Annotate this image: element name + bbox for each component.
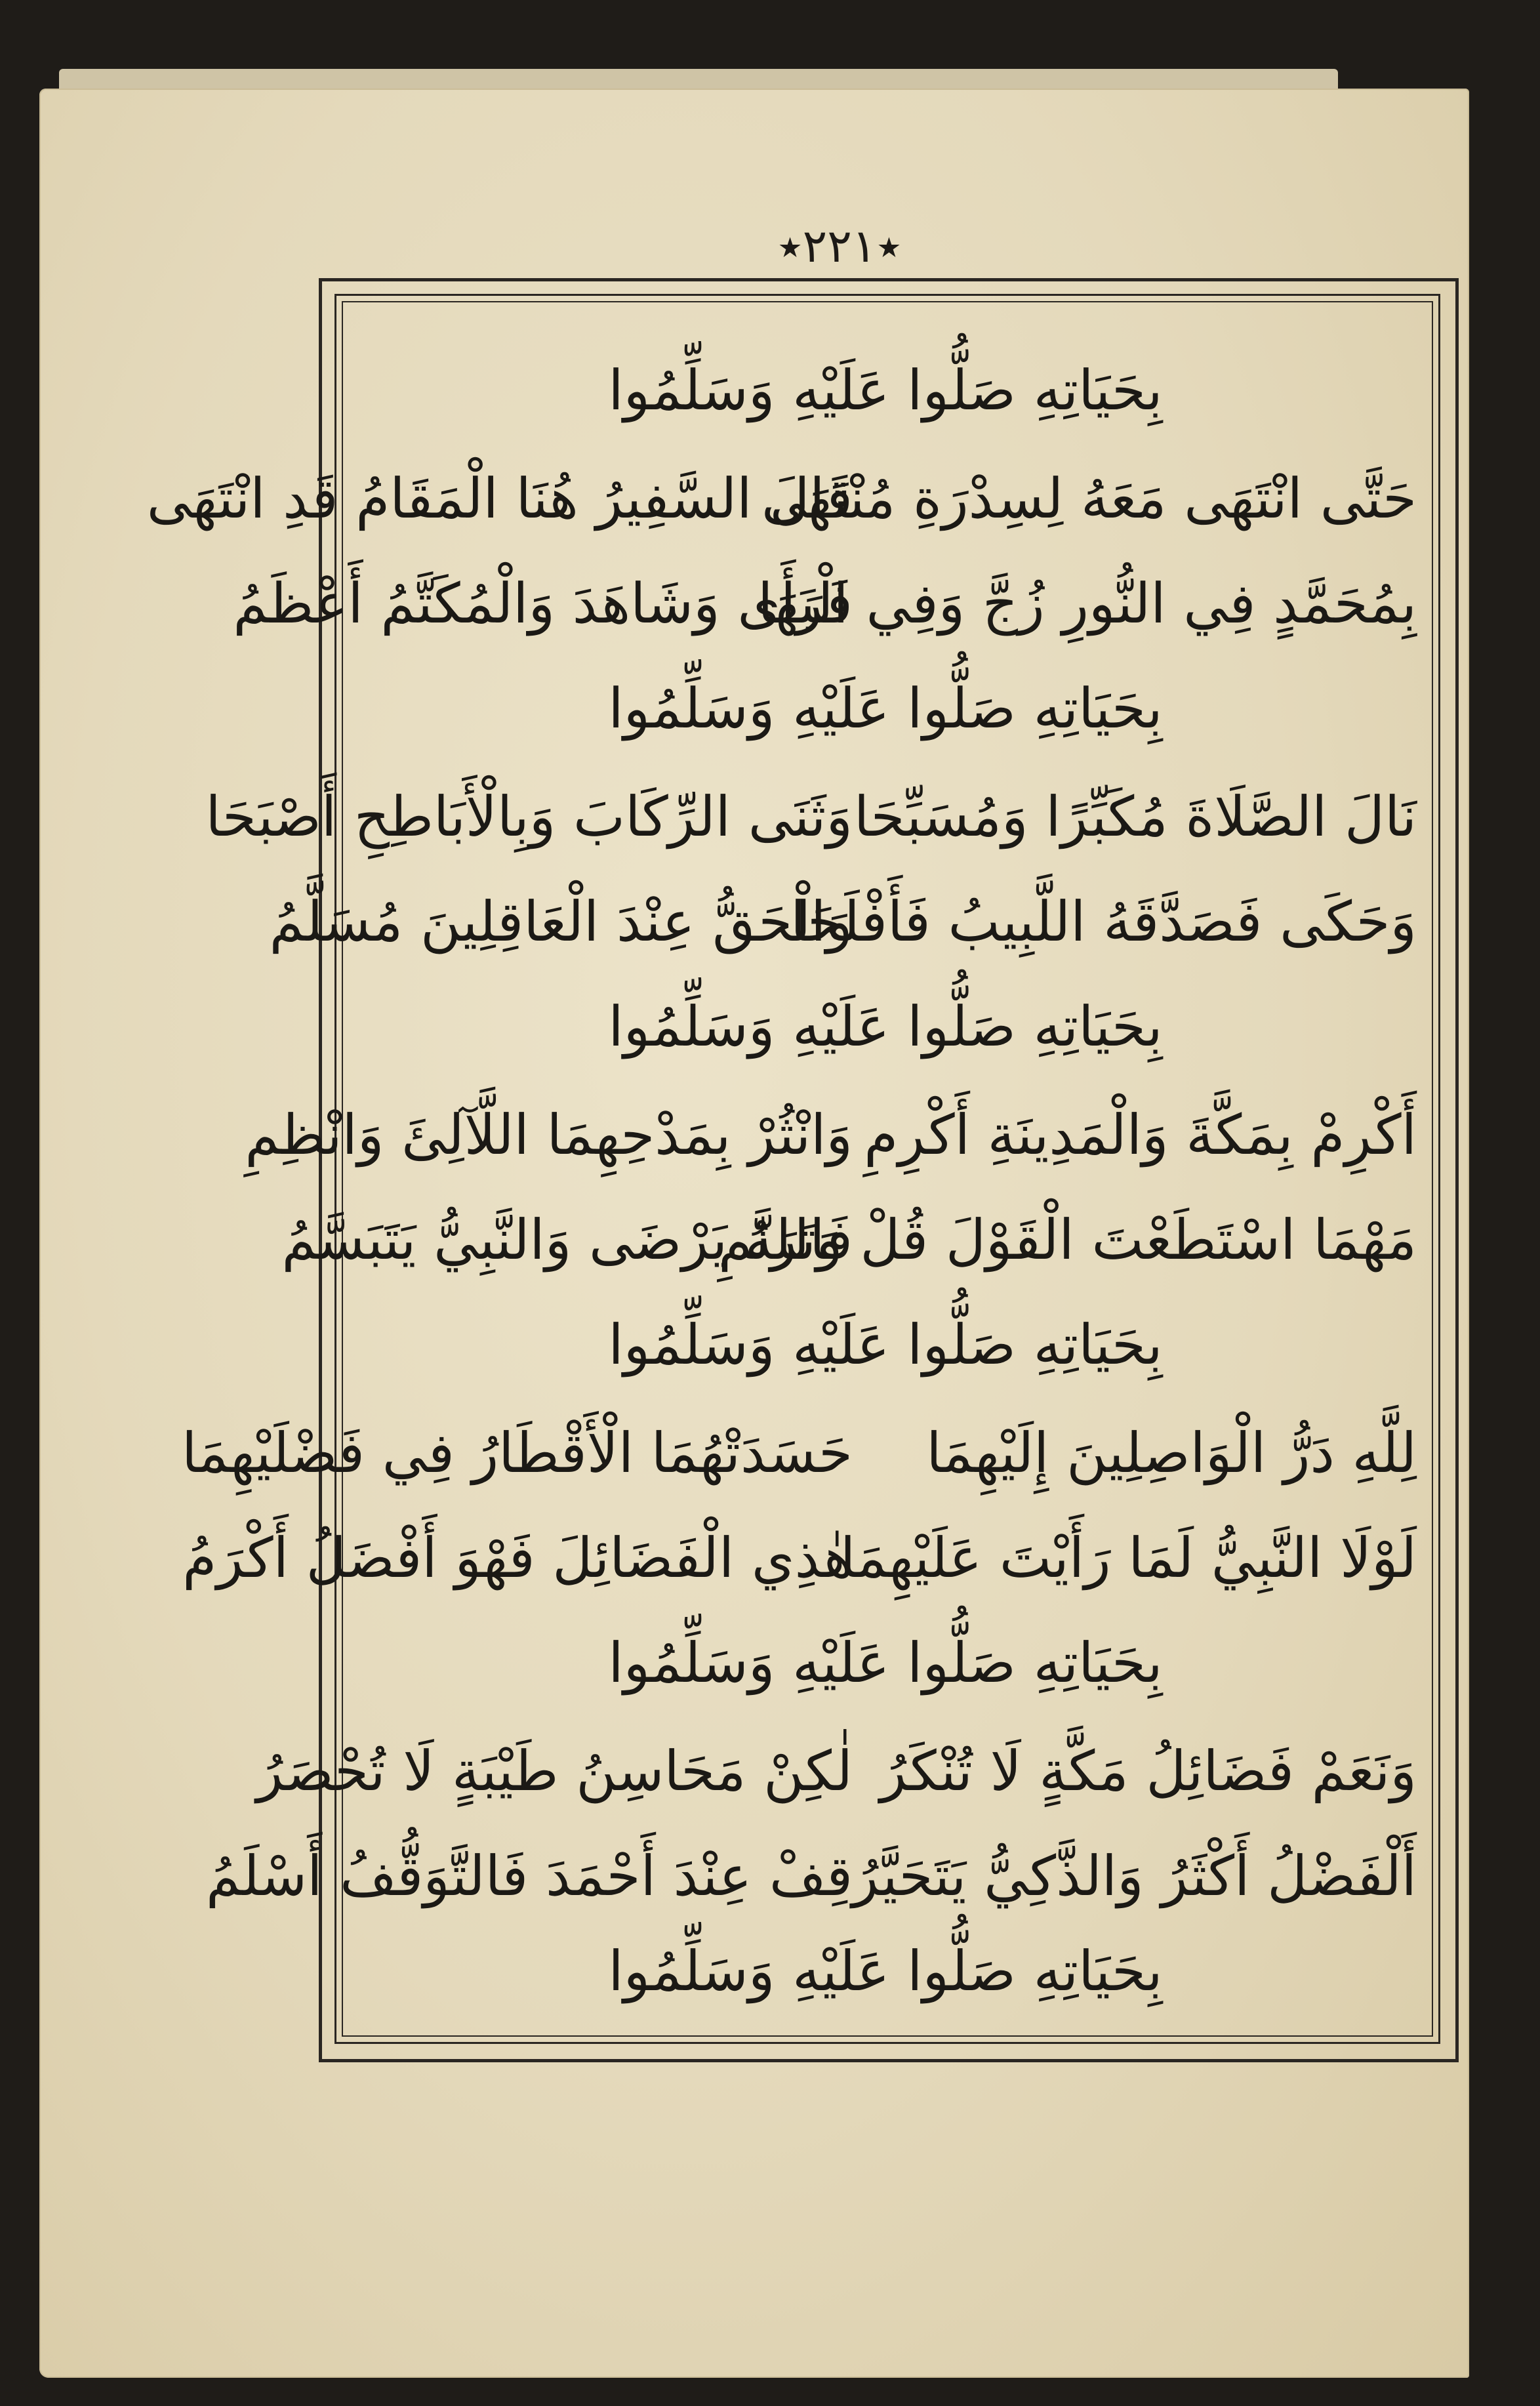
verse-first-hemistich: بِمُحَمَّدٍ فِي النُّورِ زُجَّ وَفِي الْبَهَا	[758, 571, 1417, 636]
verse-first-hemistich: حَتَّى انْتَهَى مَعَهُ لِسِدْرَةِ مُنْتَهَى	[761, 466, 1417, 531]
verse-first-hemistich: مَهْمَا اسْتَطَعْتَ الْقَوْلَ قُلْ وَتَرَنَّمِ	[718, 1208, 1417, 1272]
page-number: ٭٢٢١٭	[777, 219, 902, 273]
verse-first-hemistich: لَوْلَا النَّبِيُّ لَمَا رَأَيْتَ عَلَيْهِمَا	[840, 1526, 1417, 1590]
verse-second-hemistich: فَرَأَى وَشَاهَدَ وَالْمُكَتَّمُ أَعْظَمُ	[233, 571, 853, 636]
refrain-line: بِحَيَاتِهِ صَلُّوا عَلَيْهِ وَسَلِّمُوا	[608, 1631, 1163, 1695]
verse-second-hemistich: قِفْ عِنْدَ أَحْمَدَ فَالتَّوَقُّفُ أَسْلَمُ	[205, 1844, 853, 1908]
verse-second-hemistich: وَانْثُرْ بِمَدْحِهِمَا اللَّآلِئَ وَانْظِمِ	[245, 1103, 853, 1167]
poem-body	[146, 328, 1417, 2027]
verse-line	[146, 446, 1417, 551]
verse-first-hemistich: لِلَّهِ دَرُّ الْوَاصِلِينَ إِلَيْهِمَا	[926, 1421, 1417, 1485]
refrain-line: بِحَيَاتِهِ صَلُّوا عَلَيْهِ وَسَلِّمُوا	[608, 358, 1163, 422]
verse-second-hemistich: حَسَدَتْهُمَا الْأَقْطَارُ فِي فَضْلَيْهِمَا	[182, 1421, 853, 1485]
verse-first-hemistich: نَالَ الصَّلَاةَ مُكَبِّرًا وَمُسَبِّحَا	[853, 785, 1417, 849]
verse-second-hemistich: فَاللهُ يَرْضَى وَالنَّبِيُّ يَتَبَسَّمُ	[281, 1208, 853, 1272]
verse-line	[245, 1082, 1417, 1187]
verse-line	[182, 1505, 1417, 1610]
refrain-line: بِحَيَاتِهِ صَلُّوا عَلَيْهِ وَسَلِّمُوا	[608, 994, 1163, 1059]
verse-line	[233, 551, 1417, 656]
refrain-line: بِحَيَاتِهِ صَلُّوا عَلَيْهِ وَسَلِّمُوا	[608, 676, 1163, 741]
verse-first-hemistich: أَلْفَضْلُ أَكْثَرُ وَالذَّكِيُّ يَتَحَيَّرُ	[851, 1844, 1417, 1908]
verse-line	[182, 1400, 1417, 1505]
verse-line	[205, 1824, 1417, 1928]
verse-line	[281, 1187, 1417, 1292]
refrain-line: بِحَيَاتِهِ صَلُّوا عَلَيْهِ وَسَلِّمُوا	[608, 1313, 1163, 1377]
verse-second-hemistich: وَالْحَقُّ عِنْدَ الْعَاقِلِينَ مُسَلَّمُ	[269, 889, 853, 954]
verse-second-hemistich: قَالَ السَّفِيرُ هُنَا الْمَقَامُ قَدِ انْتَهَى	[146, 466, 853, 531]
refrain-line: بِحَيَاتِهِ صَلُّوا عَلَيْهِ وَسَلِّمُوا	[608, 1939, 1163, 2003]
verse-line	[205, 764, 1417, 869]
verse-second-hemistich: وَثَنَى الرِّكَابَ وَبِالْأَبَاطِحِ أَصْبَحَا	[205, 785, 853, 849]
verse-line	[256, 1719, 1417, 1824]
verse-first-hemistich: وَنَعَمْ فَضَائِلُ مَكَّةٍ لَا تُنْكَرُ	[880, 1739, 1417, 1803]
verse-second-hemistich: هٰذِي الْفَضَائِلَ فَهْوَ أَفْضَلُ أَكْرَمُ	[182, 1526, 853, 1590]
verse-second-hemistich: لٰكِنْ مَحَاسِنُ طَيْبَةٍ لَا تُحْصَرُ	[256, 1739, 853, 1803]
verse-line	[269, 869, 1417, 974]
verse-first-hemistich: وَحَكَى فَصَدَّقَهُ اللَّبِيبُ فَأَفْلَحَا	[790, 889, 1417, 954]
verse-first-hemistich: أَكْرِمْ بِمَكَّةَ وَالْمَدِينَةِ أَكْرِمِ	[864, 1103, 1417, 1167]
